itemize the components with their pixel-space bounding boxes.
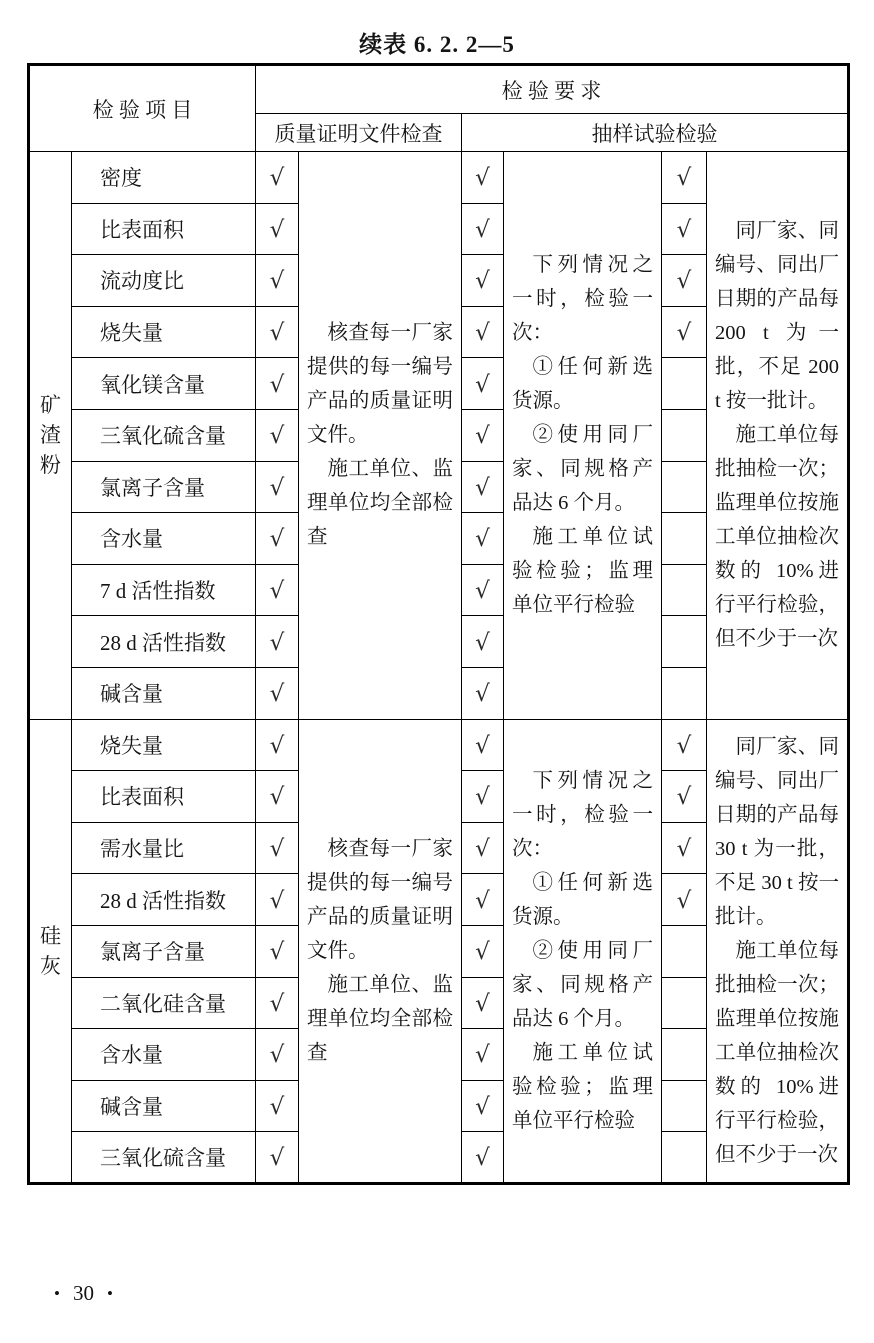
material-group-char: 矿 [40, 393, 61, 418]
inspection-item-label: 含水量 [72, 513, 256, 565]
doc-check-description-paragraph: 核查每一厂家提供的每一编号产品的质量证明文件。 [307, 322, 453, 447]
checkmark-icon: √ [676, 732, 692, 759]
material-group-char: 灰 [40, 953, 61, 978]
checkmark-icon: √ [269, 681, 285, 708]
inspection-item-label: 碱含量 [72, 667, 256, 719]
batch-rule-description-paragraph: 同厂家、同编号、同出厂日期的产品每 200 t 为一批，不足 200 t 按一批计。 [715, 220, 840, 413]
checkmark-icon: √ [269, 371, 285, 398]
checkmark-icon: √ [475, 887, 490, 914]
header-row [29, 65, 849, 114]
inspection-item-label: 氧化镁含量 [72, 358, 256, 410]
parallel-check-cell [662, 771, 707, 823]
parallel-check-cell [662, 564, 707, 616]
inspection-item-label: 7 d 活性指数 [72, 564, 256, 616]
sample-check-cell [462, 564, 504, 616]
checkmark-icon: √ [475, 371, 490, 398]
footer-left-dot: • [54, 1283, 60, 1303]
checkmark-icon: √ [475, 939, 490, 966]
sample-check-cell [462, 306, 504, 358]
footer-right-dot: • [106, 1283, 113, 1303]
sampling-condition-description [504, 152, 662, 720]
checkmark-icon: √ [475, 836, 490, 863]
parallel-check-cell [662, 977, 707, 1029]
batch-rule-description-paragraph: 同厂家、同编号、同出厂日期的产品每 30 t 为一批，不足 30 t 按一批计。 [715, 735, 840, 928]
checkmark-icon: √ [269, 939, 285, 966]
header-sampling-test: 抽样试验检验 [462, 114, 849, 152]
doc-check-cell [256, 203, 299, 255]
sample-check-cell [462, 1132, 504, 1184]
sampling-condition-description-paragraph: ①任何新选货源。 [512, 871, 653, 928]
doc-check-cell [256, 616, 299, 668]
header-quality-doc-check: 质量证明文件检查 [256, 114, 462, 152]
inspection-item-label: 三氧化硫含量 [72, 409, 256, 461]
footer-page-number: 30 [72, 1281, 94, 1305]
checkmark-icon: √ [269, 165, 285, 192]
doc-check-cell [256, 1029, 299, 1081]
sample-check-cell [462, 461, 504, 513]
parallel-check-cell [662, 719, 707, 771]
checkmark-icon: √ [269, 629, 285, 656]
doc-check-cell [256, 513, 299, 565]
checkmark-icon: √ [475, 629, 490, 656]
parallel-check-cell [662, 874, 707, 926]
batch-rule-description-paragraph: 施工单位每批抽检一次；监理单位按施工单位抽检次数的 10%进行平行检验，但不少于一次 [715, 939, 840, 1166]
doc-check-cell [256, 977, 299, 1029]
parallel-check-cell [662, 513, 707, 565]
inspection-item-label: 碱含量 [72, 1080, 256, 1132]
inspection-item-label: 密度 [72, 152, 256, 204]
checkmark-icon: √ [269, 1145, 285, 1172]
batch-rule-description-paragraph: 施工单位每批抽检一次；监理单位按施工单位抽检次数的 10%进行平行检验，但不少于一次 [715, 424, 840, 651]
checkmark-icon: √ [475, 1042, 490, 1069]
doc-check-cell [256, 925, 299, 977]
sample-check-cell [462, 874, 504, 926]
page-number [54, 1281, 113, 1306]
sampling-condition-description [504, 719, 662, 1183]
inspection-item-label: 比表面积 [72, 203, 256, 255]
checkmark-icon: √ [475, 732, 490, 759]
sample-check-cell [462, 409, 504, 461]
sampling-condition-description-paragraph: ①任何新选货源。 [512, 356, 653, 413]
checkmark-icon: √ [269, 216, 285, 243]
checkmark-icon: √ [269, 836, 285, 863]
table-row [29, 152, 849, 204]
doc-check-description-paragraph: 施工单位、监理单位均全部检查 [307, 458, 453, 549]
material-group-char: 硅 [40, 923, 61, 948]
inspection-item-label: 烧失量 [72, 306, 256, 358]
checkmark-icon: √ [475, 526, 490, 553]
checkmark-icon: √ [475, 165, 490, 192]
doc-check-cell [256, 358, 299, 410]
batch-rule-description [707, 719, 849, 1183]
material-group-char: 渣 [40, 423, 61, 448]
checkmark-icon: √ [269, 887, 285, 914]
inspection-item-label: 氯离子含量 [72, 925, 256, 977]
parallel-check-cell [662, 409, 707, 461]
checkmark-icon: √ [676, 784, 692, 811]
doc-check-description [299, 719, 462, 1183]
parallel-check-cell [662, 616, 707, 668]
checkmark-icon: √ [676, 320, 692, 347]
checkmark-icon: √ [475, 1145, 490, 1172]
sample-check-cell [462, 977, 504, 1029]
parallel-check-cell [662, 203, 707, 255]
inspection-item-label: 三氧化硫含量 [72, 1132, 256, 1184]
checkmark-icon: √ [475, 423, 490, 450]
doc-check-cell [256, 564, 299, 616]
inspection-item-label: 烧失量 [72, 719, 256, 771]
table-row [29, 719, 849, 771]
checkmark-icon: √ [269, 784, 285, 811]
sample-check-cell [462, 203, 504, 255]
table-title: 续表 6. 2. 2—5 [359, 32, 515, 57]
material-group-label [29, 719, 72, 1183]
inspection-requirements-table [27, 63, 850, 1185]
checkmark-icon: √ [475, 990, 490, 1017]
checkmark-icon: √ [269, 320, 285, 347]
doc-check-cell [256, 152, 299, 204]
checkmark-icon: √ [475, 578, 490, 605]
doc-check-cell [256, 874, 299, 926]
checkmark-icon: √ [676, 216, 692, 243]
sample-check-cell [462, 667, 504, 719]
sample-check-cell [462, 719, 504, 771]
checkmark-icon: √ [676, 165, 692, 192]
doc-check-cell [256, 1080, 299, 1132]
checkmark-icon: √ [475, 320, 490, 347]
checkmark-icon: √ [269, 526, 285, 553]
parallel-check-cell [662, 925, 707, 977]
sample-check-cell [462, 255, 504, 307]
header-inspection-requirements: 检 验 要 求 [256, 65, 849, 114]
sample-check-cell [462, 616, 504, 668]
sample-check-cell [462, 513, 504, 565]
checkmark-icon: √ [269, 1042, 285, 1069]
batch-rule-description [707, 152, 849, 720]
inspection-item-label: 28 d 活性指数 [72, 616, 256, 668]
inspection-item-label: 二氧化硅含量 [72, 977, 256, 1029]
doc-check-cell [256, 667, 299, 719]
doc-check-cell [256, 306, 299, 358]
doc-check-cell [256, 409, 299, 461]
checkmark-icon: √ [269, 578, 285, 605]
sample-check-cell [462, 358, 504, 410]
inspection-item-label: 含水量 [72, 1029, 256, 1081]
parallel-check-cell [662, 255, 707, 307]
sampling-condition-description-paragraph: 下列情况之一时，检验一次： [512, 254, 653, 345]
parallel-check-cell [662, 461, 707, 513]
checkmark-icon: √ [676, 887, 692, 914]
doc-check-description [299, 152, 462, 720]
doc-check-cell [256, 719, 299, 771]
parallel-check-cell [662, 152, 707, 204]
checkmark-icon: √ [676, 836, 692, 863]
checkmark-icon: √ [269, 732, 285, 759]
checkmark-icon: √ [269, 423, 285, 450]
sample-check-cell [462, 1080, 504, 1132]
sample-check-cell [462, 1029, 504, 1081]
doc-check-cell [256, 771, 299, 823]
inspection-item-label: 28 d 活性指数 [72, 874, 256, 926]
checkmark-icon: √ [475, 216, 490, 243]
checkmark-icon: √ [475, 474, 490, 501]
doc-check-cell [256, 461, 299, 513]
parallel-check-cell [662, 667, 707, 719]
parallel-check-cell [662, 306, 707, 358]
sampling-condition-description-paragraph: 施工单位试验检验；监理单位平行检验 [512, 1041, 653, 1132]
checkmark-icon: √ [676, 268, 692, 295]
checkmark-icon: √ [269, 268, 285, 295]
checkmark-icon: √ [269, 990, 285, 1017]
sample-check-cell [462, 771, 504, 823]
checkmark-icon: √ [269, 1093, 285, 1120]
material-group-char: 粉 [40, 453, 61, 478]
checkmark-icon: √ [475, 681, 490, 708]
parallel-check-cell [662, 1029, 707, 1081]
parallel-check-cell [662, 1132, 707, 1184]
checkmark-icon: √ [475, 1093, 490, 1120]
sample-check-cell [462, 822, 504, 874]
header-inspection-items: 检 验 项 目 [29, 65, 256, 152]
sampling-condition-description-paragraph: 施工单位试验检验；监理单位平行检验 [512, 526, 653, 617]
inspection-item-label: 比表面积 [72, 771, 256, 823]
parallel-check-cell [662, 822, 707, 874]
doc-check-description-paragraph: 施工单位、监理单位均全部检查 [307, 973, 453, 1064]
sampling-condition-description-paragraph: ②使用同厂家、同规格产品达 6 个月。 [512, 939, 653, 1030]
sampling-condition-description-paragraph: ②使用同厂家、同规格产品达 6 个月。 [512, 424, 653, 515]
parallel-check-cell [662, 358, 707, 410]
checkmark-icon: √ [475, 784, 490, 811]
checkmark-icon: √ [475, 268, 490, 295]
doc-check-cell [256, 255, 299, 307]
sample-check-cell [462, 925, 504, 977]
inspection-item-label: 氯离子含量 [72, 461, 256, 513]
sample-check-cell [462, 152, 504, 204]
doc-check-description-paragraph: 核查每一厂家提供的每一编号产品的质量证明文件。 [307, 837, 453, 962]
inspection-item-label: 流动度比 [72, 255, 256, 307]
doc-check-cell [256, 822, 299, 874]
material-group-label [29, 152, 72, 720]
sampling-condition-description-paragraph: 下列情况之一时，检验一次： [512, 769, 653, 860]
parallel-check-cell [662, 1080, 707, 1132]
doc-check-cell [256, 1132, 299, 1184]
inspection-item-label: 需水量比 [72, 822, 256, 874]
checkmark-icon: √ [269, 474, 285, 501]
